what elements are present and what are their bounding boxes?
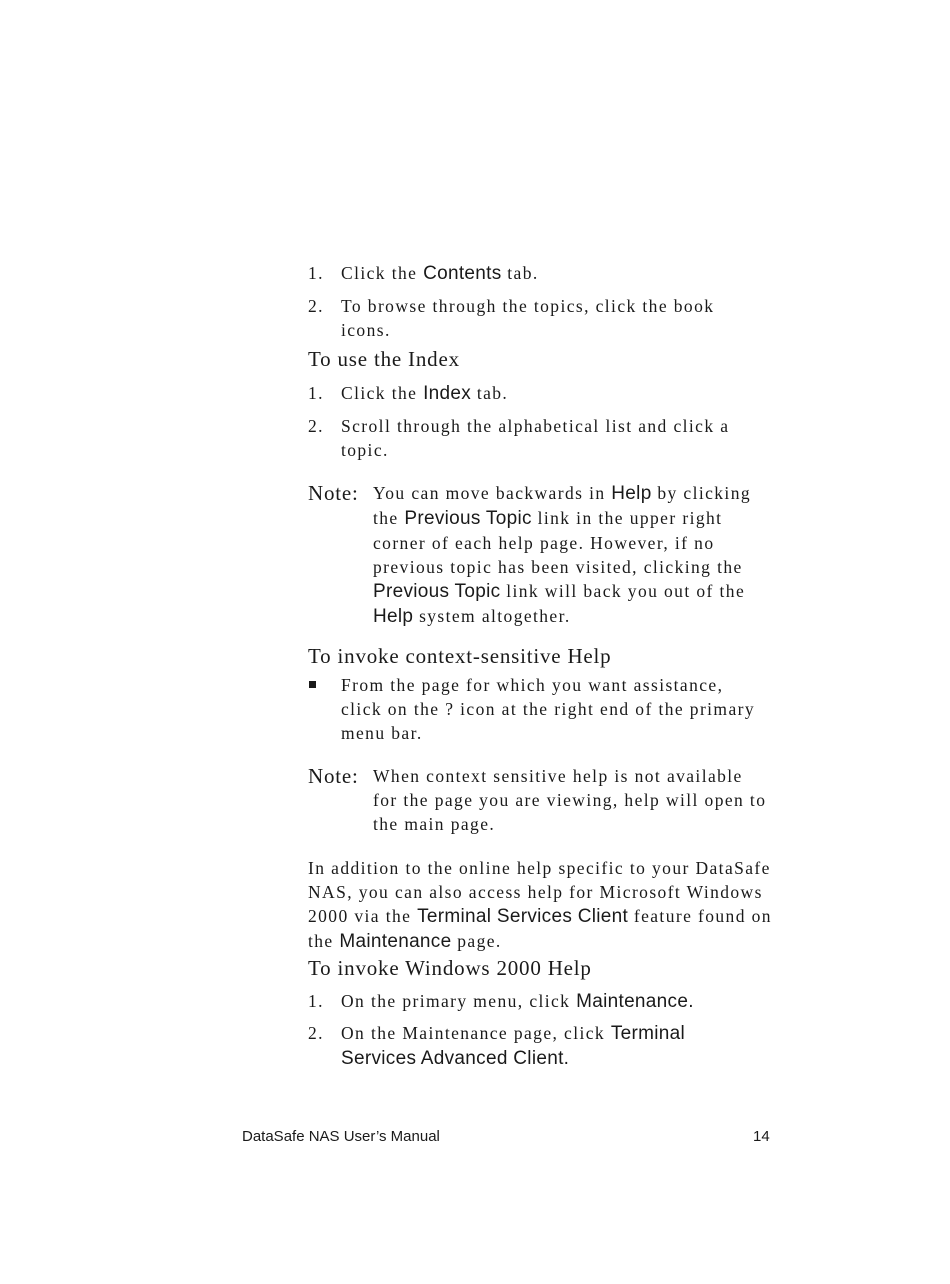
bullet-square-icon [309,681,316,688]
step-number: 1. [308,991,324,1011]
note-context-unavailable [308,764,778,836]
context-help-bullet [308,673,778,745]
footer-manual-title: DataSafe NAS User’s Manual [242,1128,440,1145]
contents-step-1 [308,261,778,285]
ui-term-maintenance: Maintenance. [576,991,694,1012]
heading-use-index: To use the Index [308,347,460,371]
step-text: On the Maintenance page, click Terminal Services Advanced Client. [341,1023,686,1069]
heading-windows-help: To invoke Windows 2000 Help [308,956,592,980]
ui-term-contents: Contents [423,263,502,284]
step-text: Click the Index tab. [341,383,509,404]
heading-context-help: To invoke context-sensitive Help [308,644,612,668]
index-step-2 [308,414,778,462]
ui-term-terminal-services-client: Terminal Services Client [417,906,629,927]
step-text: On the primary menu, click Maintenance. [341,991,694,1012]
note-label: Note: [308,764,359,788]
step-number: 1. [308,383,324,403]
windows-step-2 [308,1021,778,1071]
bullet-text: From the page for which you want assistance, click on the ? icon at the right end of the primary menu bar. [341,675,755,743]
ui-term-help: Help [373,606,414,627]
ui-term-previous-topic: Previous Topic [373,581,501,602]
step-text: Click the Contents tab. [341,263,539,284]
windows-step-1 [308,989,778,1013]
ui-term-index: Index [423,383,472,404]
note-previous-topic [308,481,778,625]
step-number: 2. [308,416,324,436]
step-number: 2. [308,296,324,316]
step-number: 2. [308,1023,324,1043]
ui-term-maintenance: Maintenance [339,931,452,952]
note-label: Note: [308,481,359,505]
windows-help-paragraph: In addition to the online help specific to your DataSafe NAS, you can also access help for Microsoft Windows 2000 via the Terminal Services Client feature found on the Maintenance page. [308,858,772,952]
ui-term-previous-topic: Previous Topic [404,508,532,529]
footer-page-number: 14 [753,1128,770,1145]
contents-step-2 [308,294,778,342]
index-step-1 [308,381,778,405]
step-text: To browse through the topics, click the book icons. [341,296,715,340]
ui-term-help: Help [611,483,652,504]
step-text: Scroll through the alphabetical list and click a topic. [341,416,730,460]
ui-term-terminal-services-advanced-client: Terminal Services Advanced Client. [341,1023,686,1069]
note-text: You can move backwards in Help by clicking the Previous Topic link in the upper right corner of each help page. However, if no previous topic has been visited, clicking the Previous Topic link will back you out of the Help system altogether. [373,483,751,627]
step-number: 1. [308,263,324,283]
note-text: When context sensitive help is not available for the page you are viewing, help will open to the main page. [373,766,767,834]
